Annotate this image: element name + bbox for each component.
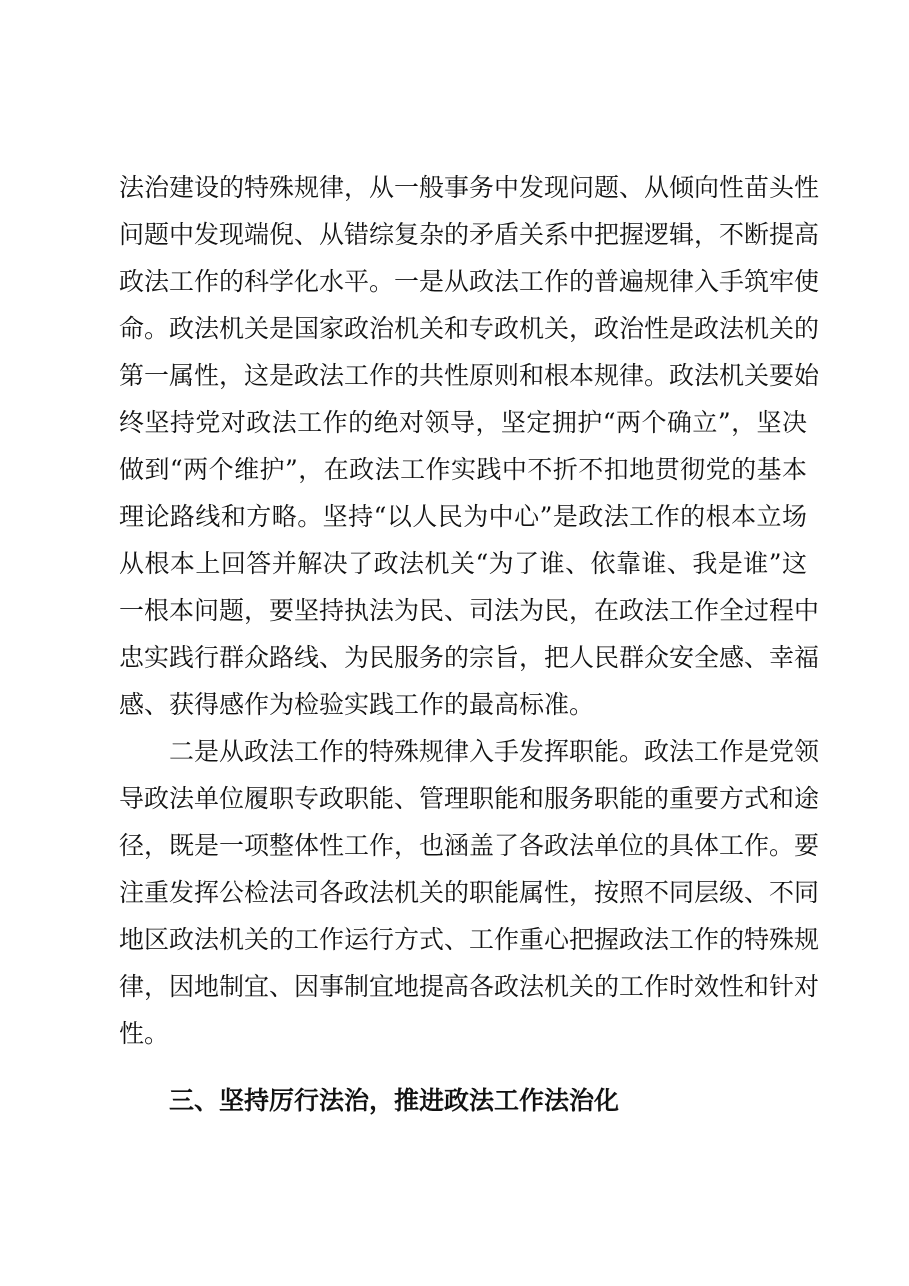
text-line: 终坚持党对政法工作的绝对领导，坚定拥护“两个确立”，坚决: [119, 408, 807, 437]
text-line: 注重发挥公检法司各政法机关的职能属性，按照不同层级、不同: [119, 878, 820, 907]
text-line: 第一属性，这是政法工作的共性原则和根本规律。政法机关要始: [119, 361, 820, 390]
text-line: 法治建设的特殊规律，从一般事务中发现问题、从倾向性苗头性: [119, 173, 820, 202]
text-line: 导政法单位履职专政职能、管理职能和服务职能的重要方式和途: [119, 784, 820, 813]
text-line: 感、获得感作为检验实践工作的最高标准。: [119, 690, 595, 719]
paragraph-1: [119, 164, 820, 728]
paragraph-2: [119, 728, 820, 1057]
text-line: 地区政法机关的工作运行方式、工作重心把握政法工作的特殊规: [119, 925, 820, 954]
text-line: 政法工作的科学化水平。一是从政法工作的普遍规律入手筑牢使: [119, 267, 820, 296]
text-line: 从根本上回答并解决了政法机关“为了谁、依靠谁、我是谁”这: [119, 549, 807, 578]
text-line: 径，既是一项整体性工作，也涵盖了各政法单位的具体工作。要: [119, 831, 820, 860]
text-line: 命。政法机关是国家政治机关和专政机关，政治性是政法机关的: [119, 314, 820, 343]
text-line: 一根本问题，要坚持执法为民、司法为民，在政法工作全过程中: [119, 596, 820, 625]
text-line: 忠实践行群众路线、为民服务的宗旨，把人民群众安全感、幸福: [119, 643, 820, 672]
text-line: 做到“两个维护”，在政法工作实践中不折不扣地贯彻党的基本: [119, 455, 807, 484]
text-line: 律，因地制宜、因事制宜地提高各政法机关的工作时效性和针对: [119, 972, 820, 1001]
document-body: [119, 164, 820, 1149]
text-line: 性。: [119, 1019, 170, 1048]
text-line: 二是从政法工作的特殊规律入手发挥职能。政法工作是党领: [169, 737, 820, 766]
text-line: 问题中发现端倪、从错综复杂的矛盾关系中把握逻辑，不断提高: [119, 220, 820, 249]
text-line: 理论路线和方略。坚持“以人民为中心”是政法工作的根本立场: [119, 502, 807, 531]
section-heading: 三、坚持厉行法治，推进政法工作法治化: [169, 1086, 620, 1115]
